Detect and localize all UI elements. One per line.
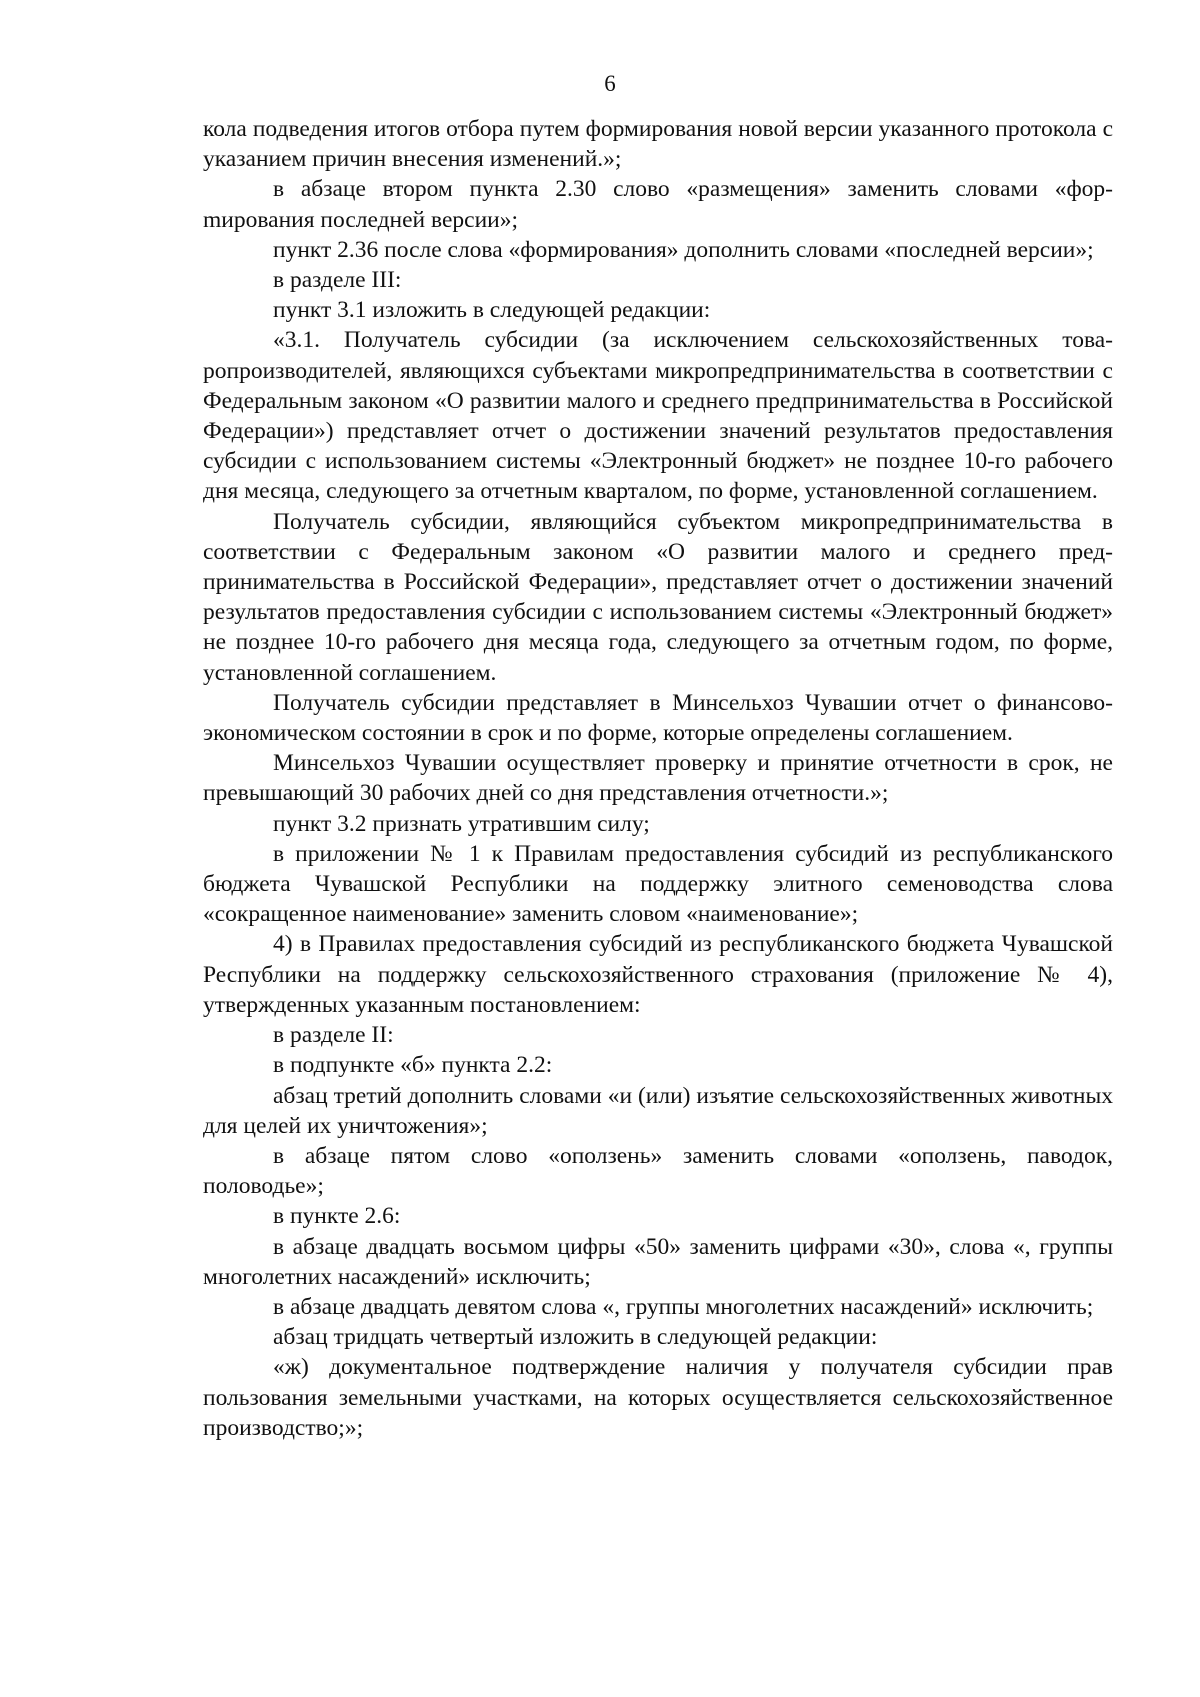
paragraph: 4) в Правилах предоставления субсидий из республиканского бюджета Чувашской Республики на поддержку сельскохозяйственного страхования (приложение № 4), утвержденных указанным постановлением: — [203, 931, 1113, 1018]
paragraph: «3.1. Получатель субсидии (за исключением сельскохозяйственных товаропроизводителей, являющихся субъектами микропредпринимательства в соответствии с Федеральным законом «О развитии малого и среднего предпринимательства в Российской Федерации») представляет отчет о достижении значений результатов предоставления субсидии с использованием системы «Электронный бюджет» не позднее 10-го рабочего дня месяца, следующего за отчетным кварталом, по форме, установленной соглашением. — [203, 327, 1113, 505]
paragraph: в абзаце двадцать девятом слова «, группы многолетних насаждений» исключить; — [273, 1293, 1094, 1320]
paragraph: в разделе II: — [273, 1022, 394, 1049]
paragraph: пункт 3.2 признать утратившим силу; — [273, 810, 650, 837]
paragraph: Получатель субсидии представляет в Минсельхоз Чувашии отчет о финансово-экономическом состоянии в срок и по форме, которые определены соглашением. — [203, 689, 1113, 747]
paragraph: «ж) документальное подтверждение наличия у получателя субсидии прав пользования земельными участками, на которых осуществляется сельскохозяйственное производство;»; — [203, 1354, 1113, 1441]
paragraph: в приложении № 1 к Правилам предоставления субсидий из республиканского бюджета Чувашской Республики на поддержку элитного семеноводства слова «сокращенное наименование» заменить словом «наименование»; — [203, 840, 1113, 928]
paragraph: абзац тридцать четвертый изложить в следующей редакции: — [273, 1324, 878, 1351]
paragraph: в пункте 2.6: — [273, 1203, 401, 1230]
page-number: 6 — [604, 71, 616, 96]
paragraph: в абзаце двадцать восьмом цифры «50» заменить цифрами «30», слова «, группы многолетних насаждений» исключить; — [203, 1233, 1113, 1290]
paragraph: абзац третий дополнить словами «и (или) изъятие сельскохозяйственных животных для целей их уничтожения»; — [203, 1082, 1113, 1139]
paragraph: в абзаце втором пункта 2.30 слово «размещения» заменить словами «форmирования последней версии»; — [203, 176, 1113, 233]
paragraph: Получатель субсидии, являющийся субъектом микропредпринимательства в соответствии с Федеральным законом «О развитии малого и среднего предпринимательства в Российской Федерации», представляет отчет о достижении значений результатов предоставления субсидии с использованием системы «Электронный бюджет» не позднее 10-го рабочего дня месяца года, следующего за отчетным годом, по форме, установленной соглашением. — [203, 508, 1113, 686]
paragraph: в подпункте «б» пункта 2.2: — [273, 1052, 553, 1079]
paragraph: в разделе III: — [273, 267, 402, 294]
paragraph: пункт 3.1 изложить в следующей редакции: — [273, 297, 711, 324]
paragraph: пункт 2.36 после слова «формирования» дополнить словами «последней версии»; — [273, 236, 1094, 263]
paragraph: Минсельхоз Чувашии осуществляет проверку и принятие отчетности в срок, не превышающий 30 рабочих дней со дня представления отчетности.»; — [203, 750, 1113, 807]
document-body — [203, 114, 1113, 1443]
paragraph: кола подведения итогов отбора путем формирования новой версии указанного протокола с указанием причин внесения изменений.»; — [203, 116, 1113, 173]
paragraph: в абзаце пятом слово «оползень» заменить словами «оползень, паводок, половодье»; — [203, 1142, 1113, 1200]
